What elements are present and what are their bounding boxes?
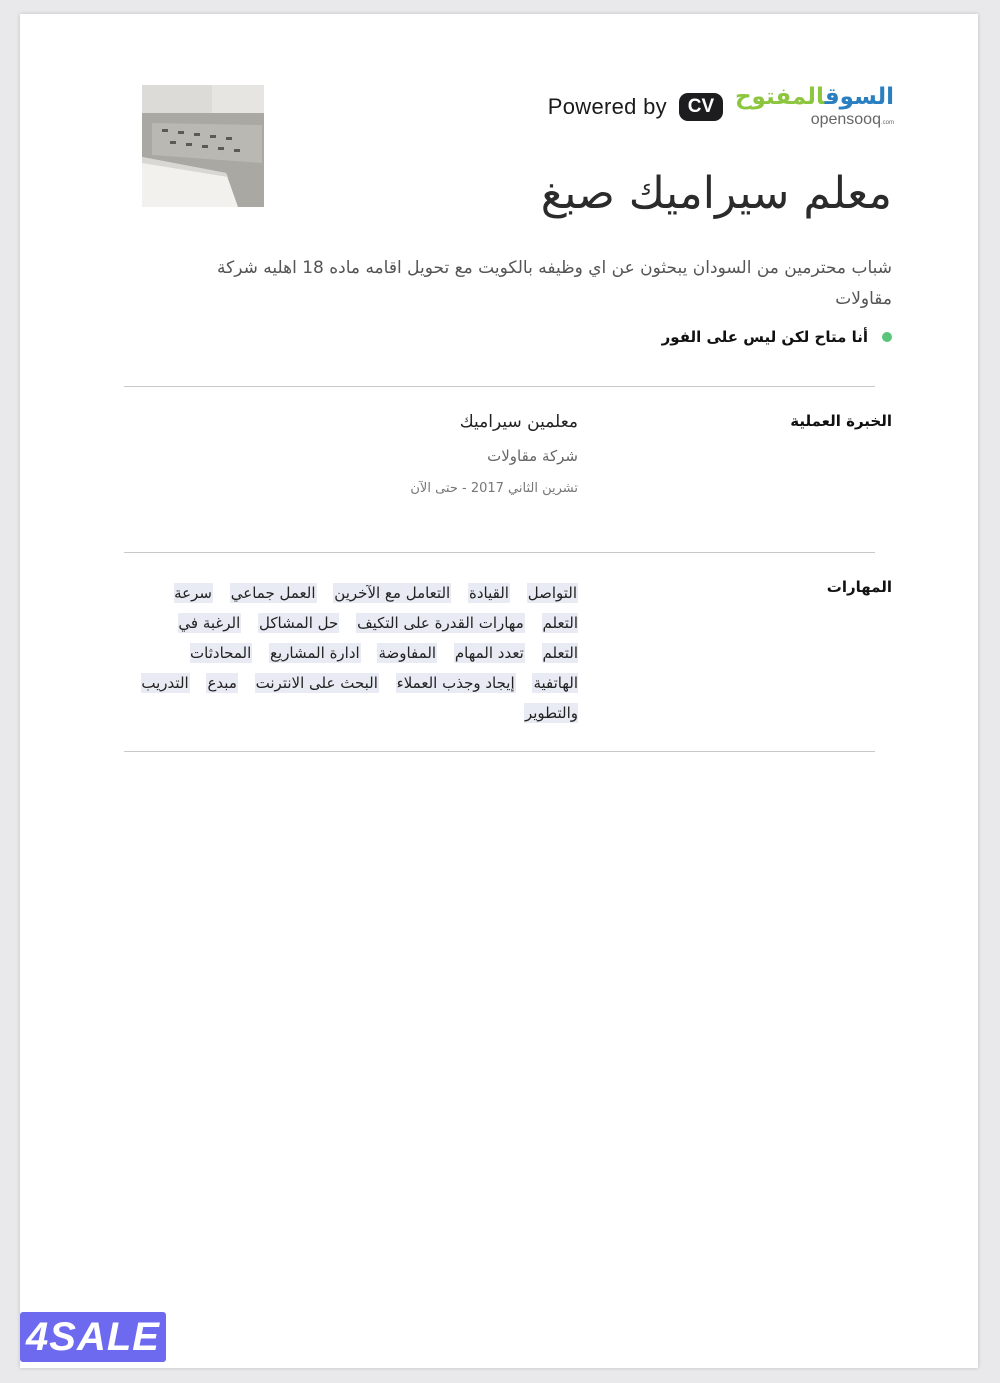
divider [124, 386, 875, 387]
availability-status [662, 328, 892, 346]
profile-summary: شباب محترمين من السودان يبحثون عن اي وظيفه بالكويت مع تحويل اقامه ماده 18 اهليه شركة مقاولات [217, 258, 892, 309]
job-title: معلمين سيراميك [459, 412, 578, 432]
job-dates: تشرين الثاني 2017 - حتى الآن [410, 481, 578, 496]
profile-name: معلم سيراميك صبغ [540, 168, 892, 219]
divider [124, 751, 875, 752]
opensooq-logo [735, 86, 894, 128]
experience-entry [410, 412, 578, 496]
skill-tag: تعدد المهام [454, 644, 524, 662]
4sale-watermark-logo: 4SALE [20, 1312, 166, 1362]
divider [124, 552, 875, 553]
skill-tag: التعامل مع الآخرين [334, 584, 451, 602]
skill-tag: القيادة [468, 584, 509, 602]
skill-tag: ادارة المشاريع [270, 644, 360, 662]
status-dot-icon [882, 332, 892, 342]
skills-list [128, 578, 578, 728]
logo-en-text: opensooq [810, 111, 881, 128]
powered-by-brand [548, 82, 894, 132]
logo-en-suffix: .com [880, 120, 894, 126]
skill-tag: إيجاد وجذب العملاء [396, 674, 515, 692]
photo-image-icon [142, 85, 264, 207]
skill-tag: البحث على الانترنت [255, 674, 378, 692]
skill-tag: التواصل [527, 584, 577, 602]
skill-tag: مهارات القدرة على التكيف [357, 614, 524, 632]
opensooq-logo-latin [811, 112, 894, 128]
skill-tag: حل المشاكل [259, 614, 339, 632]
skill-tag: الرغبة في التعلم [178, 614, 578, 662]
experience-section-title: الخبرة العملية [790, 412, 892, 430]
logo-ar-green: المفتوح [734, 84, 825, 110]
logo-ar-blue: السوق [824, 84, 894, 110]
skill-tag: مبدع [207, 674, 237, 692]
availability-status-text: أنا متاح لكن ليس على الفور [661, 328, 868, 346]
skill-tag: العمل جماعي [230, 584, 316, 602]
skill-tag: المحادثات الهاتفية [190, 644, 578, 692]
skill-tag: سرعة التعلم [174, 584, 578, 632]
opensooq-logo-arabic [735, 86, 894, 109]
skill-tag: المفاوضة [378, 644, 437, 662]
powered-by-label: Powered by [547, 94, 667, 119]
skill-tag: التدريب والتطوير [141, 674, 578, 722]
skills-section-title: المهارات [826, 578, 892, 596]
cv-badge-icon: CV [679, 93, 723, 121]
job-company: شركة مقاولات [487, 447, 578, 465]
profile-photo [142, 85, 264, 207]
